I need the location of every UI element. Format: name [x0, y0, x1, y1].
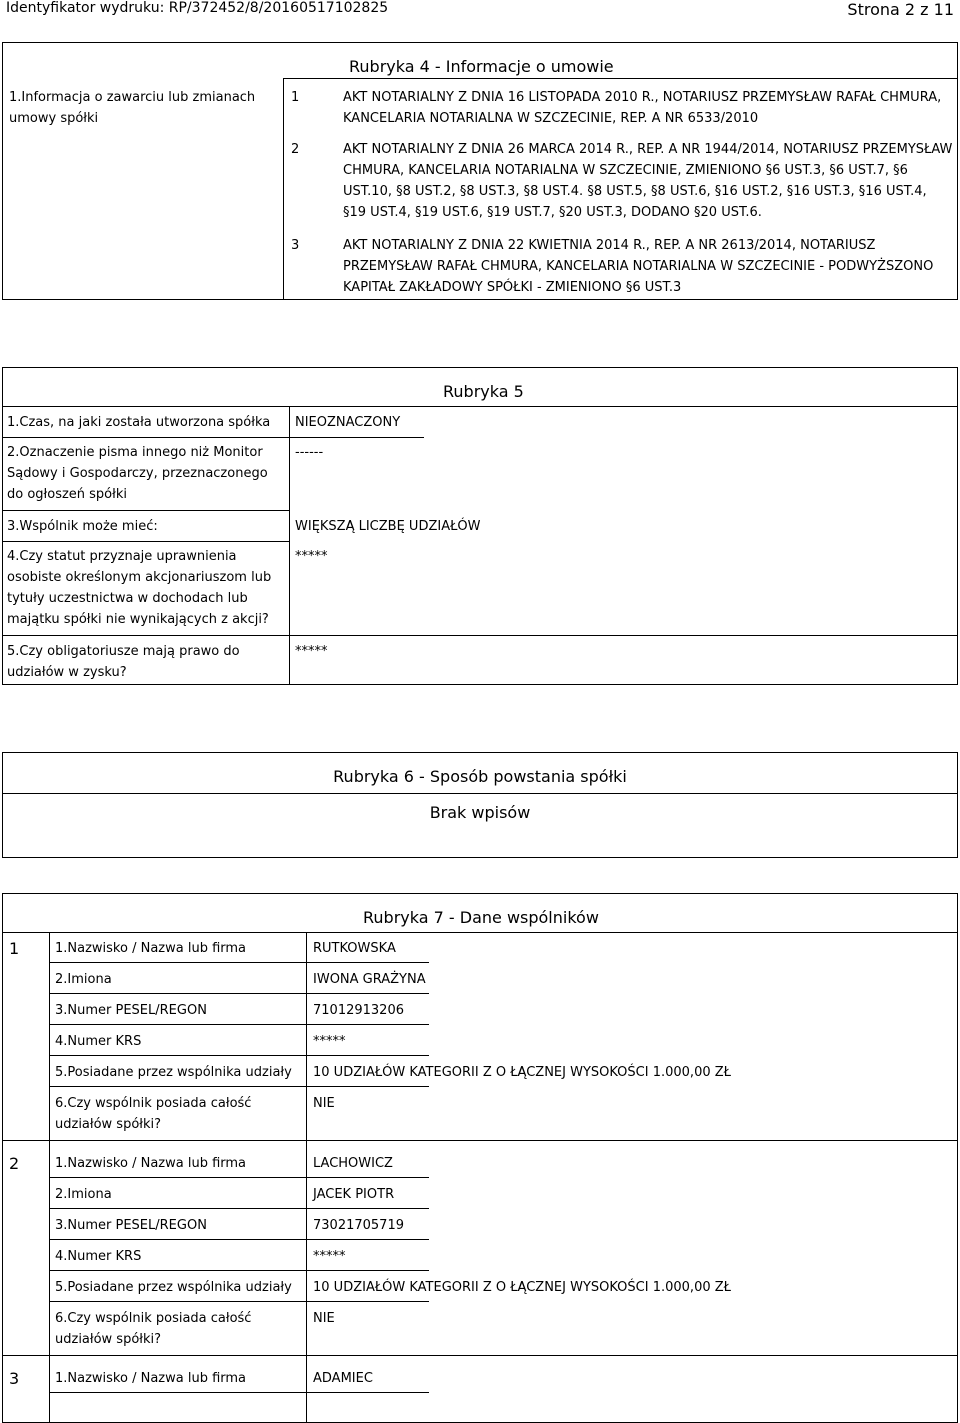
entry-text: AKT NOTARIALNY Z DNIA 22 KWIETNIA 2014 R., REP. A NR 2613/2014, NOTARIUSZ PRZEMYSŁAW RAFAŁ CHMURA, KANCELARIA NOTARIALNA W SZCZECINIE - PODWYŻSZONO KAPITAŁ ZAKŁADOWY SPÓŁKI - ZMIENIONO §6 UST.3 [343, 238, 934, 295]
print-identifier: Identyfikator wydruku: RP/372452/8/20160517102825 [6, 0, 389, 16]
field-label: 3.Numer PESEL/REGON [55, 1003, 207, 1018]
empty-state: Brak wpisów [429, 803, 531, 822]
entry-number: 1 [291, 90, 300, 105]
partner-number: 2 [9, 1154, 20, 1173]
field-value: JACEK PIOTR [313, 1187, 395, 1202]
section-rubryka-6 [2, 752, 958, 858]
field-label: 5.Posiadane przez wspólnika udziały [55, 1065, 292, 1080]
entry-text: AKT NOTARIALNY Z DNIA 26 MARCA 2014 R., REP. A NR 1944/2014, NOTARIUSZ PRZEMYSŁAW CHMURA, KANCELARIA NOTARIALNA W SZCZECINIE, ZMIENIONO §6 UST.3, §6 UST.7, §6 UST.10, §8 UST.2, §8 UST.3, §8 UST.4. §8 UST.5, §8 UST.6, §16 UST.2, §16 UST.3, §16 UST.4, §19 UST.4, §19 UST.6, §19 UST.7, §20 UST.3, DODANO §20 UST.6. [343, 142, 953, 220]
field-value: LACHOWICZ [313, 1156, 393, 1171]
field-value: NIEOZNACZONY [295, 415, 401, 430]
field-value: 10 UDZIAŁÓW KATEGORII Z O ŁĄCZNEJ WYSOKOŚCI 1.000,00 ZŁ [313, 1065, 731, 1080]
field-value: ------ [295, 445, 324, 460]
field-value: IWONA GRAŻYNA [313, 972, 426, 987]
page-number: Strona 2 z 11 [847, 0, 954, 19]
entry-number: 3 [291, 238, 300, 253]
section-title: Rubryka 7 - Dane wspólników [363, 908, 599, 927]
field-label: 5.Posiadane przez wspólnika udziały [55, 1280, 292, 1295]
field-value: ***** [313, 1249, 346, 1264]
field-label: 1.Nazwisko / Nazwa lub firma [55, 1156, 247, 1171]
field-label: 6.Czy wspólnik posiada całość udziałów spółki? [55, 1096, 252, 1132]
field-label: 5.Czy obligatoriusze mają prawo do udziałów w zysku? [7, 644, 240, 680]
partner-number: 3 [9, 1369, 20, 1388]
field-label: 3.Wspólnik może mieć: [7, 519, 158, 534]
field-value: ***** [295, 549, 328, 564]
field-label: 4.Numer KRS [55, 1034, 142, 1049]
section-title: Rubryka 5 [443, 382, 524, 401]
field-label: 2.Imiona [55, 1187, 112, 1202]
entry-text: AKT NOTARIALNY Z DNIA 16 LISTOPADA 2010 R., NOTARIUSZ PRZEMYSŁAW RAFAŁ CHMURA, KANCELARIA NOTARIALNA W SZCZECINIE, REP. A NR 6533/2010 [343, 90, 942, 126]
field-value: 10 UDZIAŁÓW KATEGORII Z O ŁĄCZNEJ WYSOKOŚCI 1.000,00 ZŁ [313, 1280, 731, 1295]
field-label: 1.Nazwisko / Nazwa lub firma [55, 941, 247, 956]
field-label: 3.Numer PESEL/REGON [55, 1218, 207, 1233]
field-label: 4.Numer KRS [55, 1249, 142, 1264]
field-value: 73021705719 [313, 1218, 404, 1233]
partner-number: 1 [9, 939, 20, 958]
field-value: RUTKOWSKA [313, 941, 396, 956]
field-value: ***** [313, 1034, 346, 1049]
section-rubryka-5 [2, 367, 958, 685]
entry-number: 2 [291, 142, 300, 157]
field-label: 4.Czy statut przyznaje uprawnienia osobiste określonym akcjonariuszom lub tytuły uczestnictwa w dochodach lub majątku spółki nie wynikających z akcji? [7, 549, 272, 627]
section-rubryka-4 [2, 42, 958, 300]
field-label: 6.Czy wspólnik posiada całość udziałów spółki? [55, 1311, 252, 1347]
section-title: Rubryka 6 - Sposób powstania spółki [333, 767, 627, 786]
field-label: 1.Czas, na jaki została utworzona spółka [7, 415, 271, 430]
field-value: 71012913206 [313, 1003, 404, 1018]
field-value: NIE [313, 1096, 335, 1111]
section-rubryka-7 [2, 893, 958, 1423]
field-value: NIE [313, 1311, 335, 1326]
field-label: 2.Oznaczenie pisma innego niż Monitor Sądowy i Gospodarczy, przeznaczonego do ogłoszeń spółki [7, 445, 268, 502]
section-title: Rubryka 4 - Informacje o umowie [349, 57, 614, 76]
field-value: ADAMIEC [313, 1371, 373, 1386]
field-label: 1.Informacja o zawarciu lub zmianach umowy spółki [9, 90, 256, 126]
field-value: WIĘKSZĄ LICZBĘ UDZIAŁÓW [295, 519, 481, 534]
field-value: ***** [295, 644, 328, 659]
field-label: 2.Imiona [55, 972, 112, 987]
field-label: 1.Nazwisko / Nazwa lub firma [55, 1371, 247, 1386]
